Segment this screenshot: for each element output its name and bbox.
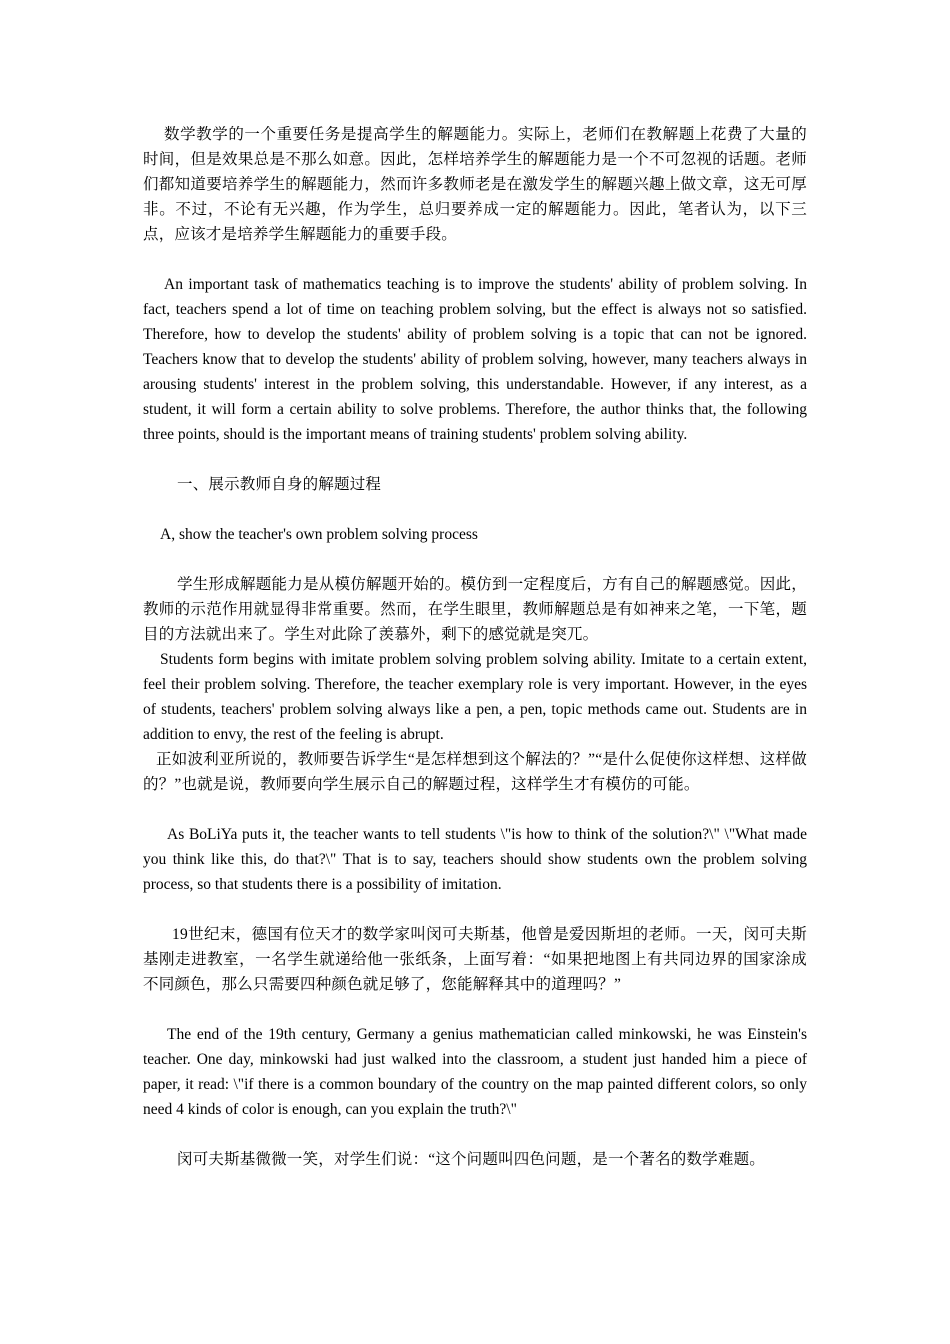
section-heading-zh: 一、展示教师自身的解题过程 — [177, 476, 382, 493]
document-body — [143, 122, 807, 1172]
paragraph-polya-zh: 正如波利亚所说的，教师要告诉学生“是怎样想到这个解法的？”“是什么促使你这样想、这样做的？”也就是说，教师要向学生展示自己的解题过程，这样学生才有模仿的可能。 — [143, 751, 807, 793]
paragraph-minkowski-zh: 19世纪末，德国有位天才的数学家叫闵可夫斯基，他曾是爱因斯坦的老师。一天，闵可夫斯基刚走进教室，一名学生就递给他一张纸条，上面写着：“如果把地图上有共同边界的国家涂成不同颜色，那么只需要四种颜色就足够了，您能解释其中的道理吗？” — [143, 926, 807, 993]
paragraph-intro-en: An important task of mathematics teaching is to improve the students' ability of problem solving. In fact, teachers spend a lot of time on teaching problem solving, but the effect is always not so satisfied. Therefore, how to develop the students' ability of problem solving is a topic that can not be ignored. Teachers know that to develop the students' ability of problem solving, however, many teachers always in arousing students' interest in the problem solving, this understandable. However, if any interest, as a student, it will form a certain ability to solve problems. Therefore, the author thinks that, the following three points, should is the important means of training students' problem solving ability. — [143, 276, 807, 443]
paragraph-four-color-zh: 闵可夫斯基微微一笑，对学生们说：“这个问题叫四色问题，是一个著名的数学难题。 — [177, 1151, 765, 1168]
paragraph-imitation-zh: 学生形成解题能力是从模仿解题开始的。模仿到一定程度后，方有自己的解题感觉。因此，教师的示范作用就显得非常重要。然而，在学生眼里，教师解题总是有如神来之笔，一下笔，题目的方法就出来了。学生对此除了羡慕外，剩下的感觉就是突兀。 — [143, 576, 807, 643]
paragraph-intro-zh: 数学教学的一个重要任务是提高学生的解题能力。实际上，老师们在教解题上花费了大量的时间，但是效果总是不那么如意。因此，怎样培养学生的解题能力是一个不可忽视的话题。老师们都知道要培养学生的解题能力，然而许多教师老是在激发学生的解题兴趣上做文章，这无可厚非。不过，不论有无兴趣，作为学生，总归要养成一定的解题能力。因此，笔者认为，以下三点，应该才是培养学生解题能力的重要手段。 — [143, 126, 807, 243]
paragraph-imitation-en: Students form begins with imitate problem solving problem solving ability. Imitate to a certain extent, feel their problem solving. Therefore, the teacher exemplary role is very important. However, in the eyes of students, teachers' problem solving always like a pen, a pen, topic methods came out. Students are in addition to envy, the rest of the feeling is abrupt. — [143, 651, 807, 743]
section-heading-en: A, show the teacher's own problem solving process — [160, 526, 478, 543]
paragraph-polya-en: As BoLiYa puts it, the teacher wants to tell students \"is how to think of the solution?\" \"What made you think like this, do that?\" That is to say, teachers should show students own the problem solving process, so that students there is a possibility of imitation. — [143, 826, 807, 893]
paragraph-minkowski-en: The end of the 19th century, Germany a genius mathematician called minkowski, he was Einstein's teacher. One day, minkowski had just walked into the classroom, a student just handed him a piece of paper, it read: \"if there is a common boundary of the country on the map painted different colors, so only need 4 kinds of color is enough, can you explain the truth?\" — [143, 1026, 807, 1118]
